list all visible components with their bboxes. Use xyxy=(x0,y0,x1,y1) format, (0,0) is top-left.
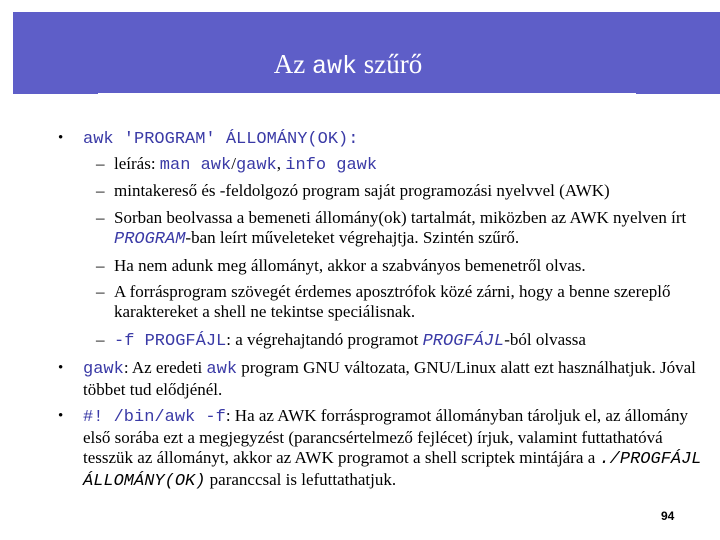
dash-marker: – xyxy=(96,208,105,227)
sub-item-pattern: mintakereső és -feldolgozó program saját programozási nyelvvel (AWK) xyxy=(114,181,610,200)
slash-text: / xyxy=(231,154,236,173)
info-gawk-code: info gawk xyxy=(285,156,378,175)
title-suffix: szűrő xyxy=(363,49,423,79)
sub-item-quoting: A forrásprogram szövegét érdemes aposztrófok közé zárni, hogy a benne szereplő karaktereket a shell ne tekintse speciálisnak. xyxy=(114,282,671,321)
sub-item-description xyxy=(114,154,709,176)
bullet-gawk xyxy=(83,358,703,400)
dash-marker: – xyxy=(96,330,105,349)
title-banner xyxy=(13,12,720,94)
page-number: 94 xyxy=(661,509,675,523)
bullet-marker: • xyxy=(58,360,64,376)
gawk-text-b: program GNU változata, GNU/Linux alatt ezt használhatjuk. Jóval többet tud elődjénél. xyxy=(83,358,696,399)
progfile-text-a: : a végrehajtandó programot xyxy=(226,330,423,349)
sequential-text-b: -ban leírt műveleteket végrehajtja. Szintén szűrő. xyxy=(185,228,520,247)
gawk-name-code: gawk xyxy=(83,360,124,379)
awk-syntax-code: awk 'PROGRAM' ÁLLOMÁNY(OK): xyxy=(83,130,359,149)
sub-item-stdin: Ha nem adunk meg állományt, akkor a szabványos bemenetről olvas. xyxy=(114,256,586,275)
shebang-text-a: : Ha az AWK forrásprogramot állományban tároljuk el, az állomány első sorába ezt a megjegyzést (parancsértelmező fejlécet) írjuk, valamint futtathatóvá tesszük az állományt, akkor az AWK programot a shell scriptek mintájára a xyxy=(83,406,689,467)
gawk-code: gawk xyxy=(235,156,277,175)
sub-item-progfile xyxy=(114,330,709,352)
title-prefix: Az xyxy=(273,49,306,79)
bullet-awk-syntax xyxy=(83,128,703,150)
bullet-shebang xyxy=(83,406,703,492)
sequential-text-a: Sorban beolvassa a bemeneti állomány(ok) tartalmát, miközben az AWK nyelven írt xyxy=(114,208,687,227)
comma-text: , xyxy=(276,154,286,173)
dash-marker: – xyxy=(96,181,105,200)
shebang-text-b: paranccsal is lefuttathatjuk. xyxy=(205,470,397,489)
shebang-code: #! /bin/awk -f xyxy=(83,408,226,427)
title-divider xyxy=(98,93,636,97)
program-code: PROGRAM xyxy=(114,230,186,249)
man-awk-code: man awk xyxy=(159,156,232,175)
f-option-code: -f PROGFÁJL xyxy=(114,332,227,351)
gawk-text-a: : Az eredeti xyxy=(123,358,207,377)
bullet-marker: • xyxy=(58,408,64,424)
run-command-code: ./PROGFÁJL ÁLLOMÁNY(OK) xyxy=(83,450,702,491)
progfile-text-b: -ból olvassa xyxy=(504,330,586,349)
title-code: awk xyxy=(311,52,357,81)
description-label: leírás: xyxy=(114,154,160,173)
dash-marker: – xyxy=(96,256,105,275)
awk-name-code: awk xyxy=(206,360,238,379)
bullet-marker: • xyxy=(58,130,64,146)
dash-marker: – xyxy=(96,282,105,301)
progfile-code: PROGFÁJL xyxy=(422,332,505,351)
slide-title xyxy=(13,48,683,83)
sub-item-sequential xyxy=(114,208,709,250)
dash-marker: – xyxy=(96,154,105,173)
